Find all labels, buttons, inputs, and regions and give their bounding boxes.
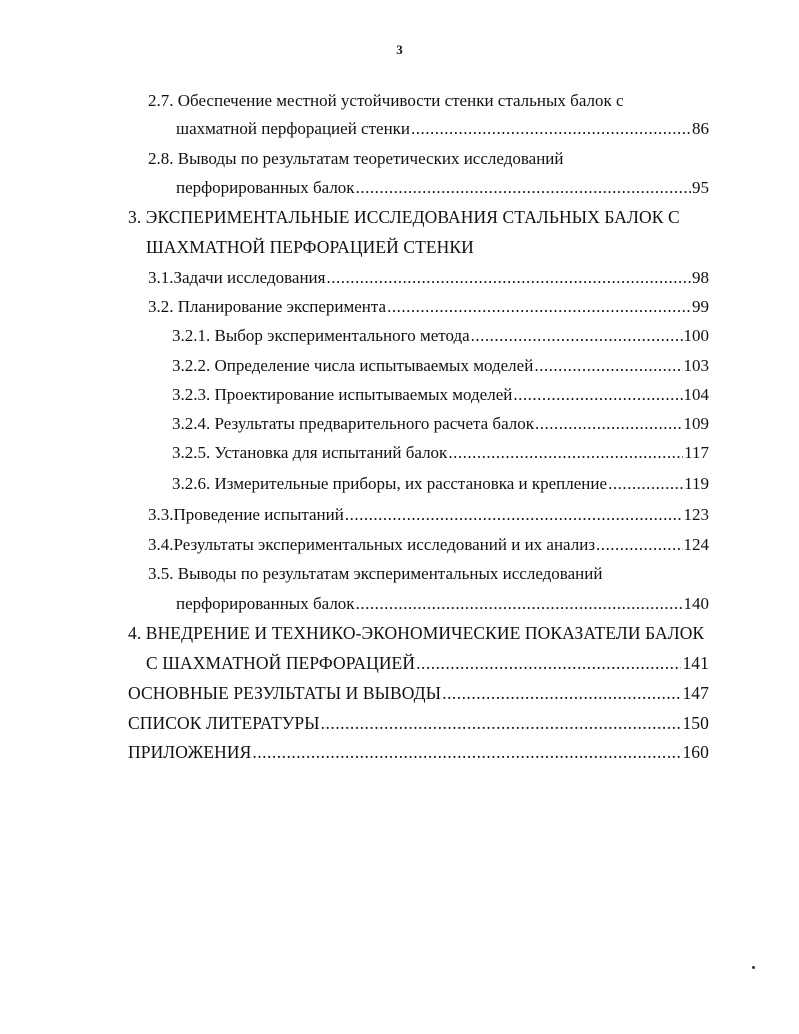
- toc-3-2-title: 3.2. Планирование эксперимента: [148, 297, 387, 316]
- toc-3-5-page: 140: [683, 594, 709, 613]
- toc-3-2-5-page: 117: [684, 443, 709, 462]
- toc-2-7-page: 86: [692, 119, 709, 138]
- toc-entry-3-5[interactable]: [176, 593, 709, 615]
- toc-literature-title: СПИСОК ЛИТЕРАТУРЫ: [128, 713, 320, 733]
- toc-2-8-page: 95: [692, 178, 709, 197]
- toc-entry-3-3[interactable]: [148, 504, 709, 526]
- toc-2-7-title-cont: шахматной перфорацией стенки: [176, 119, 411, 138]
- toc-entry-3-2-5[interactable]: [172, 442, 709, 464]
- toc-entry-results[interactable]: [128, 682, 709, 704]
- toc-3-2-3-page: 104: [683, 385, 709, 404]
- toc-3-4-page: 124: [683, 535, 709, 554]
- toc-3-2-page: 99: [692, 297, 709, 316]
- toc-chapter-4-page: 141: [682, 653, 709, 673]
- toc-3-3-page: 123: [683, 505, 709, 524]
- leader-dots: [326, 267, 691, 289]
- toc-entry-3-2-3[interactable]: [172, 384, 709, 406]
- toc-chapter-4-title[interactable]: 4. ВНЕДРЕНИЕ И ТЕХНИКО-ЭКОНОМИЧЕСКИЕ ПОКАЗАТЕЛИ БАЛОК: [128, 623, 705, 643]
- leader-dots: [416, 652, 681, 674]
- leader-dots: [596, 534, 682, 556]
- toc-literature-page: 150: [682, 713, 709, 733]
- toc-entry-appendices[interactable]: [128, 741, 709, 763]
- toc-entry-literature[interactable]: [128, 712, 709, 734]
- leader-dots: [608, 473, 683, 495]
- leader-dots: [471, 325, 683, 347]
- toc-entry-chapter-4[interactable]: [146, 652, 709, 674]
- toc-chapter-3-title[interactable]: 3. ЭКСПЕРИМЕНТАЛЬНЫЕ ИССЛЕДОВАНИЯ СТАЛЬНЫХ БАЛОК С: [128, 207, 680, 227]
- toc-3-2-4-title: 3.2.4. Результаты предварительного расчета балок: [172, 414, 535, 433]
- toc-entry-3-2-4[interactable]: [172, 413, 709, 435]
- leader-dots: [321, 712, 682, 734]
- leader-dots: [534, 355, 682, 377]
- toc-3-2-2-title: 3.2.2. Определение числа испытываемых моделей: [172, 356, 534, 375]
- toc-entry-2-8[interactable]: [176, 177, 709, 199]
- toc-entry-3-2-6[interactable]: [172, 473, 709, 495]
- toc-entry-3-1[interactable]: [148, 267, 709, 289]
- toc-3-2-6-page: 119: [684, 474, 709, 493]
- toc-entry-3-2-1[interactable]: [172, 325, 709, 347]
- toc-results-page: 147: [682, 683, 709, 703]
- toc-3-2-2-page: 103: [683, 356, 709, 375]
- leader-dots: [535, 413, 682, 435]
- toc-entry-3-2[interactable]: [148, 296, 709, 318]
- toc-chapter-3-title-cont: ШАХМАТНОЙ ПЕРФОРАЦИЕЙ СТЕНКИ: [146, 237, 474, 257]
- leader-dots: [411, 118, 691, 140]
- leader-dots: [345, 504, 683, 526]
- leader-dots: [356, 177, 691, 199]
- scan-speck: [752, 966, 755, 969]
- leader-dots: [448, 442, 683, 464]
- leader-dots: [387, 296, 691, 318]
- toc-3-2-1-page: 100: [683, 326, 709, 345]
- toc-3-3-title: 3.3.Проведение испытаний: [148, 505, 344, 524]
- leader-dots: [513, 384, 682, 406]
- leader-dots: [356, 593, 683, 615]
- toc-3-2-5-title: 3.2.5. Установка для испытаний балок: [172, 443, 448, 462]
- toc-chapter-4-title-cont: С ШАХМАТНОЙ ПЕРФОРАЦИЕЙ: [146, 653, 416, 673]
- toc-appendices-title: ПРИЛОЖЕНИЯ: [128, 742, 252, 762]
- page-number: 3: [396, 42, 403, 57]
- toc-3-2-3-title: 3.2.3. Проектирование испытываемых моделей: [172, 385, 513, 404]
- toc-appendices-page: 160: [682, 742, 709, 762]
- toc-3-5-title: 3.5. Выводы по результатам экспериментальных исследований: [148, 564, 603, 583]
- toc-3-1-title: 3.1.Задачи исследования: [148, 268, 326, 287]
- toc-3-2-6-title: 3.2.6. Измерительные приборы, их расстановка и крепление: [172, 474, 608, 493]
- toc-3-4-title: 3.4.Результаты экспериментальных исследований и их анализ: [148, 535, 596, 554]
- toc-3-2-4-page: 109: [683, 414, 709, 433]
- toc-3-1-page: 98: [692, 268, 709, 287]
- toc-entry-2-7[interactable]: [176, 118, 709, 140]
- leader-dots: [252, 741, 681, 763]
- toc-entry-3-4[interactable]: [148, 534, 709, 556]
- toc-2-8-title: 2.8. Выводы по результатам теоретических исследований: [148, 149, 564, 168]
- toc-results-title: ОСНОВНЫЕ РЕЗУЛЬТАТЫ И ВЫВОДЫ: [128, 683, 442, 703]
- toc-3-5-title-cont: перфорированных балок: [176, 594, 355, 613]
- toc-entry-3-2-2[interactable]: [172, 355, 709, 377]
- toc-3-2-1-title: 3.2.1. Выбор экспериментального метода: [172, 326, 470, 345]
- toc-2-7-title: 2.7. Обеспечение местной устойчивости стенки стальных балок с: [148, 91, 624, 110]
- toc-2-8-title-cont: перфорированных балок: [176, 178, 355, 197]
- leader-dots: [442, 682, 681, 704]
